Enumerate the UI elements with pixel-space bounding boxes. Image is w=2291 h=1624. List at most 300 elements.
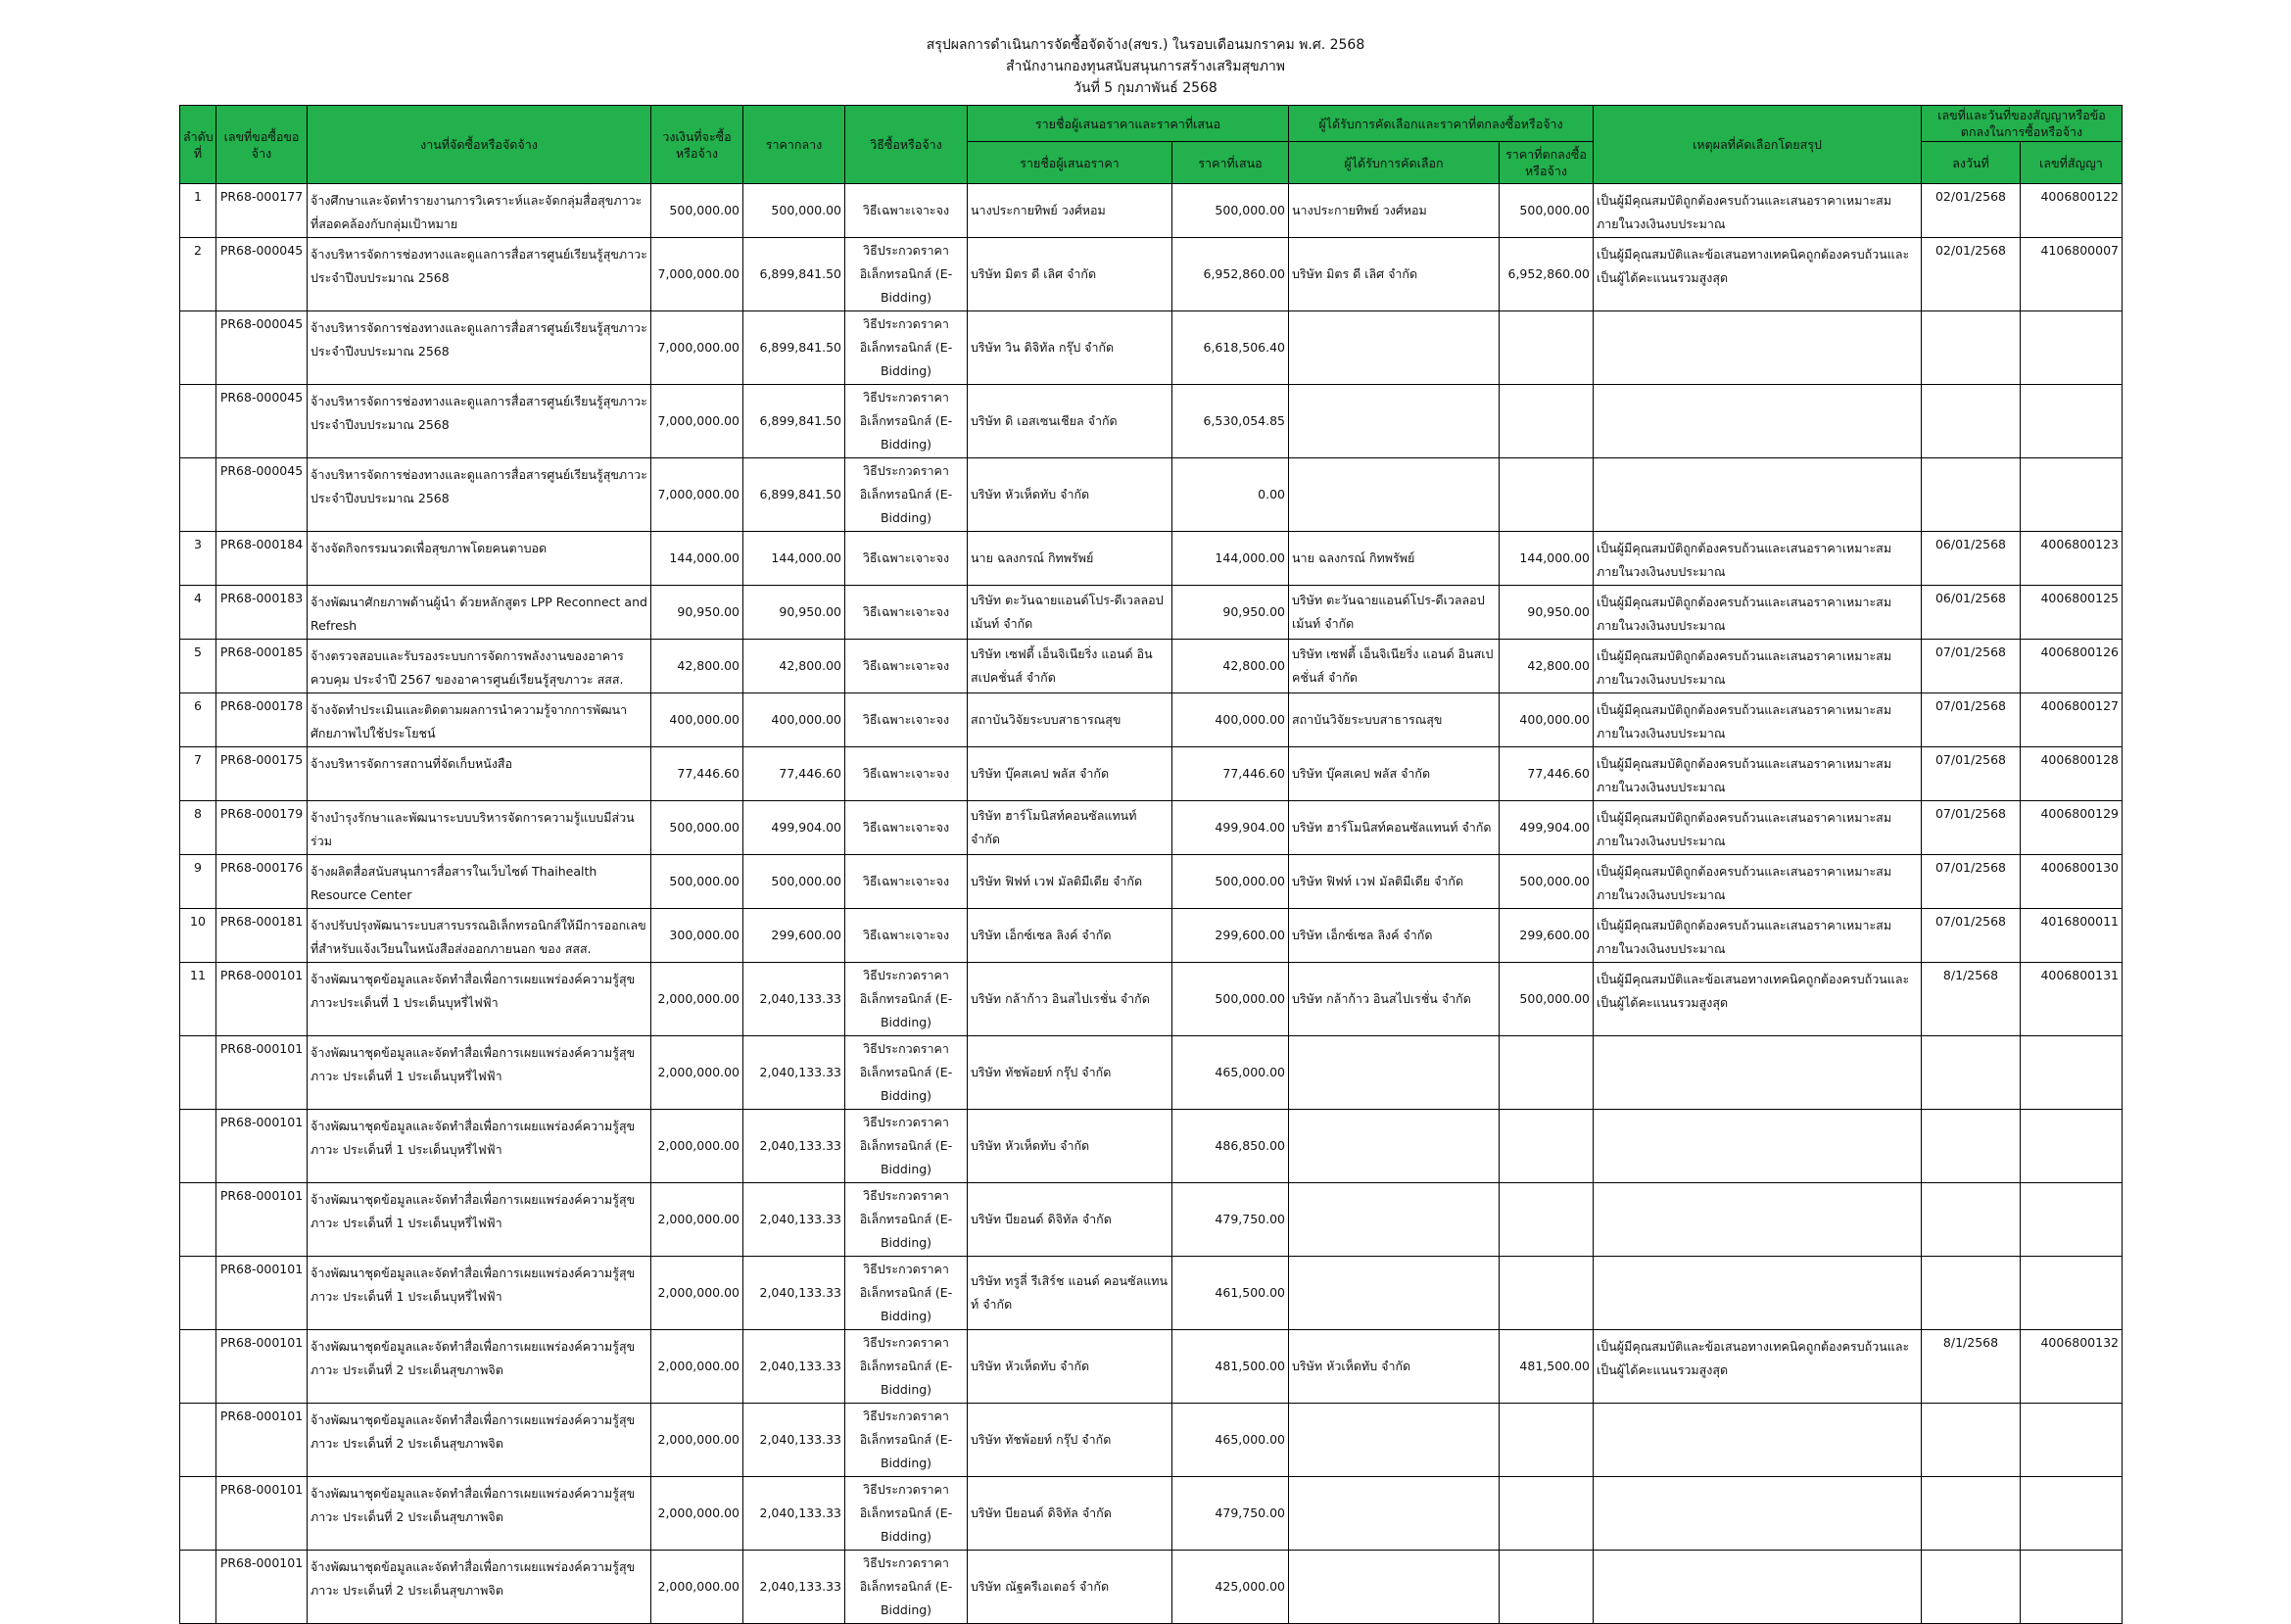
table-row xyxy=(180,1036,2123,1110)
task-description: จ้างปรับปรุงพัฒนาระบบสารบรรณอิเล็กทรอนิกส์ให้มีการออกเลขที่สำหรับแจ้งเวียนในหนังสือส่งออกภายนอก ของ สสส. xyxy=(308,909,651,963)
task-description: จ้างพัฒนาชุดข้อมูลและจัดทำสื่อเพื่อการเผยแพร่องค์ความรู้สุขภาวะ ประเด็นที่ 2 ประเด็นสุขภาพจิต xyxy=(308,1404,651,1477)
median-price: 2,040,133.33 xyxy=(743,963,845,1036)
table-row xyxy=(180,693,2123,747)
median-price: 499,904.00 xyxy=(743,801,845,855)
task-description: จ้างบริหารจัดการสถานที่จัดเก็บหนังสือ xyxy=(308,747,651,801)
contract-number xyxy=(2021,1036,2123,1110)
median-price: 2,040,133.33 xyxy=(743,1183,845,1257)
median-price: 6,899,841.50 xyxy=(743,238,845,311)
bidder-name: บริษัท วิน ดิจิทัล กรุ๊ป จำกัด xyxy=(968,311,1172,385)
task-description: จ้างบริหารจัดการช่องทางและดูแลการสื่อสารศูนย์เรียนรู้สุขภาวะ ประจำปีงบประมาณ 2568 xyxy=(308,458,651,532)
winner-name xyxy=(1289,1110,1500,1183)
winner-name xyxy=(1289,1404,1500,1477)
median-price: 400,000.00 xyxy=(743,693,845,747)
table-row xyxy=(180,458,2123,532)
bidder-name: บริษัท เอ็กซ์เซล ลิงค์ จำกัด xyxy=(968,909,1172,963)
bid-price: 42,800.00 xyxy=(1172,640,1289,693)
bid-price: 479,750.00 xyxy=(1172,1477,1289,1551)
row-number: 1 xyxy=(180,184,216,238)
table-row xyxy=(180,1110,2123,1183)
median-price: 77,446.60 xyxy=(743,747,845,801)
task-description: จ้างพัฒนาชุดข้อมูลและจัดทำสื่อเพื่อการเผยแพร่องค์ความรู้สุขภาวะประเด็นที่ 1 ประเด็นบุหรี่ไฟฟ้า xyxy=(308,963,651,1036)
budget-amount: 500,000.00 xyxy=(651,855,743,909)
contract-date: 8/1/2568 xyxy=(1922,1330,2021,1404)
budget-amount: 42,800.00 xyxy=(651,640,743,693)
col-reason-header: เหตุผลที่คัดเลือกโดยสรุป xyxy=(1594,106,1922,184)
task-description: จ้างพัฒนาชุดข้อมูลและจัดทำสื่อเพื่อการเผยแพร่องค์ความรู้สุขภาวะ ประเด็นที่ 2 ประเด็นสุขภาพจิต xyxy=(308,1330,651,1404)
winner-price: 77,446.60 xyxy=(1500,747,1594,801)
selection-reason: เป็นผู้มีคุณสมบัติและข้อเสนอทางเทคนิคถูกต้องครบถ้วนและเป็นผู้ได้คะแนนรวมสูงสุด xyxy=(1594,963,1922,1036)
winner-name: บริษัท เซฟตี้ เอ็นจิเนียริ่ง แอนด์ อินสเปคชั่นส์ จำกัด xyxy=(1289,640,1500,693)
contract-date: 07/01/2568 xyxy=(1922,640,2021,693)
procurement-method: วิธีประกวดราคาอิเล็กทรอนิกส์ (E-Bidding) xyxy=(845,458,968,532)
bidder-name: นาย ฉลงกรณ์ กิทพรัพย์ xyxy=(968,532,1172,586)
selection-reason xyxy=(1594,1477,1922,1551)
budget-amount: 90,950.00 xyxy=(651,586,743,640)
contract-number: 4006800126 xyxy=(2021,640,2123,693)
col-winner-header: ผู้ได้รับการคัดเลือก xyxy=(1289,142,1500,184)
task-description: จ้างผลิตสื่อสนับสนุนการสื่อสารในเว็บไซต์ Thaihealth Resource Center xyxy=(308,855,651,909)
bid-price: 425,000.00 xyxy=(1172,1551,1289,1624)
budget-amount: 300,000.00 xyxy=(651,909,743,963)
col-method-header: วิธีซื้อหรือจ้าง xyxy=(845,106,968,184)
bid-price: 465,000.00 xyxy=(1172,1404,1289,1477)
contract-date: 07/01/2568 xyxy=(1922,693,2021,747)
task-description: จ้างจัดทำประเมินและติดตามผลการนำความรู้จากการพัฒนาศักยภาพไปใช้ประโยชน์ xyxy=(308,693,651,747)
pr-number: PR68-000101 xyxy=(216,1551,308,1624)
contract-date: 06/01/2568 xyxy=(1922,532,2021,586)
contract-date xyxy=(1922,1036,2021,1110)
task-description: จ้างพัฒนาชุดข้อมูลและจัดทำสื่อเพื่อการเผยแพร่องค์ความรู้สุขภาวะ ประเด็นที่ 1 ประเด็นบุหรี่ไฟฟ้า xyxy=(308,1110,651,1183)
bid-price: 499,904.00 xyxy=(1172,801,1289,855)
bidder-name: บริษัท หัวเห็ดทับ จำกัด xyxy=(968,458,1172,532)
bidder-name: บริษัท มิตร ดี เลิศ จำกัด xyxy=(968,238,1172,311)
table-row xyxy=(180,238,2123,311)
winner-name: บริษัท กล้าก้าว อินสไปเรชั่น จำกัด xyxy=(1289,963,1500,1036)
pr-number: PR68-000101 xyxy=(216,1110,308,1183)
selection-reason: เป็นผู้มีคุณสมบัติถูกต้องครบถ้วนและเสนอราคาเหมาะสมภายในวงเงินงบประมาณ xyxy=(1594,909,1922,963)
procurement-method: วิธีประกวดราคาอิเล็กทรอนิกส์ (E-Bidding) xyxy=(845,1110,968,1183)
procurement-method: วิธีเฉพาะเจาะจง xyxy=(845,532,968,586)
winner-name xyxy=(1289,1257,1500,1330)
bidder-name: บริษัท เซฟตี้ เอ็นจิเนียริ่ง แอนด์ อินสเปคชั่นส์ จำกัด xyxy=(968,640,1172,693)
contract-date: 07/01/2568 xyxy=(1922,801,2021,855)
contract-date: 07/01/2568 xyxy=(1922,747,2021,801)
row-number: 6 xyxy=(180,693,216,747)
selection-reason: เป็นผู้มีคุณสมบัติและข้อเสนอทางเทคนิคถูกต้องครบถ้วนและเป็นผู้ได้คะแนนรวมสูงสุด xyxy=(1594,238,1922,311)
contract-number: 4006800129 xyxy=(2021,801,2123,855)
bidder-name: บริษัท ทัชพ้อยท์ กรุ๊ป จำกัด xyxy=(968,1036,1172,1110)
procurement-method: วิธีประกวดราคาอิเล็กทรอนิกส์ (E-Bidding) xyxy=(845,311,968,385)
row-number: 9 xyxy=(180,855,216,909)
row-number xyxy=(180,1551,216,1624)
budget-amount: 500,000.00 xyxy=(651,184,743,238)
bidder-name: บริษัท ฮาร์โมนิสท์คอนซัลแทนท์ จำกัด xyxy=(968,801,1172,855)
contract-date xyxy=(1922,385,2021,458)
bid-price: 486,850.00 xyxy=(1172,1110,1289,1183)
bid-price: 500,000.00 xyxy=(1172,855,1289,909)
bid-price: 400,000.00 xyxy=(1172,693,1289,747)
bidder-name: บริษัท ตะวันฉายแอนด์โปร-ดีเวลลอปเม้นท์ จำกัด xyxy=(968,586,1172,640)
pr-number: PR68-000181 xyxy=(216,909,308,963)
contract-number: 4106800007 xyxy=(2021,238,2123,311)
bidder-name: สถาบันวิจัยระบบสาธารณสุข xyxy=(968,693,1172,747)
winner-price xyxy=(1500,1110,1594,1183)
median-price: 90,950.00 xyxy=(743,586,845,640)
task-description: จ้างบริหารจัดการช่องทางและดูแลการสื่อสารศูนย์เรียนรู้สุขภาวะ ประจำปีงบประมาณ 2568 xyxy=(308,385,651,458)
winner-name: บริษัท ฮาร์โมนิสท์คอนซัลแทนท์ จำกัด xyxy=(1289,801,1500,855)
col-no-header: ลำดับที่ xyxy=(180,106,216,184)
contract-date xyxy=(1922,1110,2021,1183)
col-task-header: งานที่จัดซื้อหรือจัดจ้าง xyxy=(308,106,651,184)
contract-date xyxy=(1922,1477,2021,1551)
winner-name xyxy=(1289,385,1500,458)
median-price: 500,000.00 xyxy=(743,855,845,909)
contract-number: 4006800122 xyxy=(2021,184,2123,238)
procurement-method: วิธีเฉพาะเจาะจง xyxy=(845,586,968,640)
winner-name: บริษัท หัวเห็ดทับ จำกัด xyxy=(1289,1330,1500,1404)
selection-reason: เป็นผู้มีคุณสมบัติถูกต้องครบถ้วนและเสนอราคาเหมาะสมภายในวงเงินงบประมาณ xyxy=(1594,855,1922,909)
pr-number: PR68-000179 xyxy=(216,801,308,855)
pr-number: PR68-000101 xyxy=(216,1036,308,1110)
winner-name xyxy=(1289,1551,1500,1624)
contract-number xyxy=(2021,1551,2123,1624)
pr-number: PR68-000183 xyxy=(216,586,308,640)
median-price: 2,040,133.33 xyxy=(743,1036,845,1110)
winner-name: บริษัท ตะวันฉายแอนด์โปร-ดีเวลลอปเม้นท์ จำกัด xyxy=(1289,586,1500,640)
winner-price xyxy=(1500,311,1594,385)
winner-price: 500,000.00 xyxy=(1500,184,1594,238)
contract-number xyxy=(2021,1477,2123,1551)
bidder-name: บริษัท หัวเห็ดทับ จำกัด xyxy=(968,1330,1172,1404)
pr-number: PR68-000184 xyxy=(216,532,308,586)
col-contract-header: เลขที่สัญญา xyxy=(2021,142,2123,184)
bid-price: 6,530,054.85 xyxy=(1172,385,1289,458)
budget-amount: 400,000.00 xyxy=(651,693,743,747)
median-price: 6,899,841.50 xyxy=(743,458,845,532)
procurement-method: วิธีเฉพาะเจาะจง xyxy=(845,640,968,693)
winner-name xyxy=(1289,311,1500,385)
median-price: 2,040,133.33 xyxy=(743,1551,845,1624)
task-description: จ้างพัฒนาชุดข้อมูลและจัดทำสื่อเพื่อการเผยแพร่องค์ความรู้สุขภาวะ ประเด็นที่ 1 ประเด็นบุหรี่ไฟฟ้า xyxy=(308,1257,651,1330)
pr-number: PR68-000178 xyxy=(216,693,308,747)
contract-number xyxy=(2021,1404,2123,1477)
table-row xyxy=(180,1551,2123,1624)
median-price: 144,000.00 xyxy=(743,532,845,586)
bid-price: 6,618,506.40 xyxy=(1172,311,1289,385)
row-number: 3 xyxy=(180,532,216,586)
bidders-group-header: รายชื่อผู้เสนอราคาและราคาที่เสนอ xyxy=(968,106,1289,142)
procurement-method: วิธีประกวดราคาอิเล็กทรอนิกส์ (E-Bidding) xyxy=(845,963,968,1036)
winner-price: 500,000.00 xyxy=(1500,855,1594,909)
contract-date: 02/01/2568 xyxy=(1922,238,2021,311)
procurement-method: วิธีประกวดราคาอิเล็กทรอนิกส์ (E-Bidding) xyxy=(845,1330,968,1404)
selection-reason xyxy=(1594,385,1922,458)
winner-name: นางประกายทิพย์ วงศ์หอม xyxy=(1289,184,1500,238)
selection-reason xyxy=(1594,1110,1922,1183)
contract-number: 4006800125 xyxy=(2021,586,2123,640)
procurement-method: วิธีประกวดราคาอิเล็กทรอนิกส์ (E-Bidding) xyxy=(845,238,968,311)
col-budget-header: วงเงินที่จะซื้อหรือจ้าง xyxy=(651,106,743,184)
row-number xyxy=(180,1257,216,1330)
selection-reason: เป็นผู้มีคุณสมบัติและข้อเสนอทางเทคนิคถูกต้องครบถ้วนและเป็นผู้ได้คะแนนรวมสูงสุด xyxy=(1594,1330,1922,1404)
selection-reason: เป็นผู้มีคุณสมบัติถูกต้องครบถ้วนและเสนอราคาเหมาะสมภายในวงเงินงบประมาณ xyxy=(1594,747,1922,801)
task-description: จ้างพัฒนาชุดข้อมูลและจัดทำสื่อเพื่อการเผยแพร่องค์ความรู้สุขภาวะ ประเด็นที่ 1 ประเด็นบุหรี่ไฟฟ้า xyxy=(308,1183,651,1257)
budget-amount: 2,000,000.00 xyxy=(651,1036,743,1110)
median-price: 2,040,133.33 xyxy=(743,1330,845,1404)
bid-price: 500,000.00 xyxy=(1172,184,1289,238)
contract-date: 06/01/2568 xyxy=(1922,586,2021,640)
task-description: จ้างพัฒนาชุดข้อมูลและจัดทำสื่อเพื่อการเผยแพร่องค์ความรู้สุขภาวะ ประเด็นที่ 1 ประเด็นบุหรี่ไฟฟ้า xyxy=(308,1036,651,1110)
winner-price xyxy=(1500,1183,1594,1257)
pr-number: PR68-000101 xyxy=(216,1183,308,1257)
task-description: จ้างศึกษาและจัดทำรายงานการวิเคราะห์และจัดกลุ่มสื่อสุขภาวะที่สอดคล้องกับกลุ่มเป้าหมาย xyxy=(308,184,651,238)
contract-date: 07/01/2568 xyxy=(1922,855,2021,909)
winner-price: 481,500.00 xyxy=(1500,1330,1594,1404)
contract-number: 4006800130 xyxy=(2021,855,2123,909)
bidder-name: บริษัท ทัชพ้อยท์ กรุ๊ป จำกัด xyxy=(968,1404,1172,1477)
bidder-name: บริษัท ฟิฟท์ เวฟ มัลติมีเดีย จำกัด xyxy=(968,855,1172,909)
winner-price xyxy=(1500,458,1594,532)
budget-amount: 2,000,000.00 xyxy=(651,1477,743,1551)
winner-price xyxy=(1500,1257,1594,1330)
bid-price: 90,950.00 xyxy=(1172,586,1289,640)
task-description: จ้างพัฒนาชุดข้อมูลและจัดทำสื่อเพื่อการเผยแพร่องค์ความรู้สุขภาวะ ประเด็นที่ 2 ประเด็นสุขภาพจิต xyxy=(308,1551,651,1624)
table-row xyxy=(180,640,2123,693)
budget-amount: 2,000,000.00 xyxy=(651,1257,743,1330)
contract-number xyxy=(2021,385,2123,458)
task-description: จ้างบริหารจัดการช่องทางและดูแลการสื่อสารศูนย์เรียนรู้สุขภาวะ ประจำปีงบประมาณ 2568 xyxy=(308,238,651,311)
procurement-method: วิธีประกวดราคาอิเล็กทรอนิกส์ (E-Bidding) xyxy=(845,1183,968,1257)
selection-reason: เป็นผู้มีคุณสมบัติถูกต้องครบถ้วนและเสนอราคาเหมาะสมภายในวงเงินงบประมาณ xyxy=(1594,640,1922,693)
bid-price: 299,600.00 xyxy=(1172,909,1289,963)
median-price: 42,800.00 xyxy=(743,640,845,693)
winner-price xyxy=(1500,1036,1594,1110)
pr-number: PR68-000101 xyxy=(216,1257,308,1330)
bidder-name: บริษัท บียอนด์ ดิจิทัล จำกัด xyxy=(968,1183,1172,1257)
procurement-table xyxy=(179,105,2123,1624)
procurement-method: วิธีเฉพาะเจาะจง xyxy=(845,693,968,747)
pr-number: PR68-000045 xyxy=(216,385,308,458)
table-body xyxy=(180,184,2123,1624)
bidder-name: บริษัท บุ๊คสเคป พลัส จำกัด xyxy=(968,747,1172,801)
pr-number: PR68-000177 xyxy=(216,184,308,238)
budget-amount: 2,000,000.00 xyxy=(651,1404,743,1477)
col-winner-price-header: ราคาที่ตกลงซื้อหรือจ้าง xyxy=(1500,142,1594,184)
table-row xyxy=(180,311,2123,385)
table-row xyxy=(180,909,2123,963)
procurement-method: วิธีเฉพาะเจาะจง xyxy=(845,801,968,855)
row-number xyxy=(180,1404,216,1477)
table-row xyxy=(180,1183,2123,1257)
table-row xyxy=(180,855,2123,909)
pr-number: PR68-000101 xyxy=(216,1477,308,1551)
median-price: 299,600.00 xyxy=(743,909,845,963)
winner-name: นาย ฉลงกรณ์ กิทพรัพย์ xyxy=(1289,532,1500,586)
pr-number: PR68-000101 xyxy=(216,1330,308,1404)
winner-price: 42,800.00 xyxy=(1500,640,1594,693)
bid-price: 77,446.60 xyxy=(1172,747,1289,801)
procurement-method: วิธีประกวดราคาอิเล็กทรอนิกส์ (E-Bidding) xyxy=(845,1257,968,1330)
bidder-name: นางประกายทิพย์ วงศ์หอม xyxy=(968,184,1172,238)
selection-reason xyxy=(1594,458,1922,532)
bid-price: 465,000.00 xyxy=(1172,1036,1289,1110)
table-row xyxy=(180,1404,2123,1477)
winner-price xyxy=(1500,385,1594,458)
bidder-name: บริษัท ณัฐครีเอเตอร์ จำกัด xyxy=(968,1551,1172,1624)
procurement-method: วิธีเฉพาะเจาะจง xyxy=(845,184,968,238)
row-number xyxy=(180,1183,216,1257)
pr-number: PR68-000045 xyxy=(216,238,308,311)
table-row xyxy=(180,586,2123,640)
winner-price xyxy=(1500,1477,1594,1551)
row-number: 2 xyxy=(180,238,216,311)
bid-price: 500,000.00 xyxy=(1172,963,1289,1036)
winner-price: 499,904.00 xyxy=(1500,801,1594,855)
task-description: จ้างตรวจสอบและรับรองระบบการจัดการพลังงานของอาคารควบคุม ประจำปี 2567 ของอาคารศูนย์เรียนรู้สุขภาวะ สสส. xyxy=(308,640,651,693)
row-number: 7 xyxy=(180,747,216,801)
bid-price: 481,500.00 xyxy=(1172,1330,1289,1404)
table-row xyxy=(180,1477,2123,1551)
contract-number: 4006800127 xyxy=(2021,693,2123,747)
winner-name: บริษัท ฟิฟท์ เวฟ มัลติมีเดีย จำกัด xyxy=(1289,855,1500,909)
contract-number: 4016800011 xyxy=(2021,909,2123,963)
bidder-name: บริษัท กล้าก้าว อินสไปเรชั่น จำกัด xyxy=(968,963,1172,1036)
pr-number: PR68-000101 xyxy=(216,1404,308,1477)
budget-amount: 7,000,000.00 xyxy=(651,458,743,532)
bid-price: 479,750.00 xyxy=(1172,1183,1289,1257)
task-description: จ้างบำรุงรักษาและพัฒนาระบบบริหารจัดการความรู้แบบมีส่วนร่วม xyxy=(308,801,651,855)
winner-price xyxy=(1500,1404,1594,1477)
pr-number: PR68-000176 xyxy=(216,855,308,909)
organization-name: สำนักงานกองทุนสนับสนุนการสร้างเสริมสุขภาพ xyxy=(1005,59,1286,74)
selection-reason xyxy=(1594,1404,1922,1477)
col-pr-header: เลขที่ขอซื้อขอจ้าง xyxy=(216,106,308,184)
winner-price: 6,952,860.00 xyxy=(1500,238,1594,311)
report-title: สรุปผลการดำเนินการจัดซื้อจัดจ้าง(สขร.) ในรอบเดือนมกราคม พ.ศ. 2568 xyxy=(926,37,1365,53)
budget-amount: 2,000,000.00 xyxy=(651,1110,743,1183)
budget-amount: 500,000.00 xyxy=(651,801,743,855)
table-row xyxy=(180,801,2123,855)
median-price: 2,040,133.33 xyxy=(743,1477,845,1551)
winner-name: บริษัท เอ็กซ์เซล ลิงค์ จำกัด xyxy=(1289,909,1500,963)
budget-amount: 144,000.00 xyxy=(651,532,743,586)
contract-number: 4006800132 xyxy=(2021,1330,2123,1404)
contract-date xyxy=(1922,311,2021,385)
table-row xyxy=(180,1330,2123,1404)
winner-price: 144,000.00 xyxy=(1500,532,1594,586)
procurement-method: วิธีเฉพาะเจาะจง xyxy=(845,747,968,801)
median-price: 2,040,133.33 xyxy=(743,1110,845,1183)
contract-number xyxy=(2021,458,2123,532)
selection-reason xyxy=(1594,1551,1922,1624)
contract-number xyxy=(2021,1183,2123,1257)
budget-amount: 77,446.60 xyxy=(651,747,743,801)
budget-amount: 7,000,000.00 xyxy=(651,238,743,311)
median-price: 2,040,133.33 xyxy=(743,1404,845,1477)
bid-price: 0.00 xyxy=(1172,458,1289,532)
report-date: วันที่ 5 กุมภาพันธ์ 2568 xyxy=(1074,80,1217,96)
selection-reason xyxy=(1594,1036,1922,1110)
contract-date: 02/01/2568 xyxy=(1922,184,2021,238)
selection-reason: เป็นผู้มีคุณสมบัติถูกต้องครบถ้วนและเสนอราคาเหมาะสมภายในวงเงินงบประมาณ xyxy=(1594,586,1922,640)
winner-name: บริษัท บุ๊คสเคป พลัส จำกัด xyxy=(1289,747,1500,801)
winner-name: สถาบันวิจัยระบบสาธารณสุข xyxy=(1289,693,1500,747)
table-row xyxy=(180,385,2123,458)
col-median-header: ราคากลาง xyxy=(743,106,845,184)
procurement-method: วิธีประกวดราคาอิเล็กทรอนิกส์ (E-Bidding) xyxy=(845,1404,968,1477)
table-row xyxy=(180,1257,2123,1330)
row-number xyxy=(180,1477,216,1551)
contract-number: 4006800128 xyxy=(2021,747,2123,801)
procurement-method: วิธีเฉพาะเจาะจง xyxy=(845,855,968,909)
row-number xyxy=(180,385,216,458)
selection-reason: เป็นผู้มีคุณสมบัติถูกต้องครบถ้วนและเสนอราคาเหมาะสมภายในวงเงินงบประมาณ xyxy=(1594,693,1922,747)
table-row xyxy=(180,963,2123,1036)
row-number: 8 xyxy=(180,801,216,855)
row-number: 5 xyxy=(180,640,216,693)
pr-number: PR68-000045 xyxy=(216,458,308,532)
table-row xyxy=(180,532,2123,586)
winner-name xyxy=(1289,458,1500,532)
table-row xyxy=(180,747,2123,801)
row-number xyxy=(180,458,216,532)
row-number xyxy=(180,1330,216,1404)
winner-price: 299,600.00 xyxy=(1500,909,1594,963)
procurement-method: วิธีเฉพาะเจาะจง xyxy=(845,909,968,963)
col-bidder-header: รายชื่อผู้เสนอราคา xyxy=(968,142,1172,184)
budget-amount: 7,000,000.00 xyxy=(651,311,743,385)
contract-number xyxy=(2021,1257,2123,1330)
row-number: 10 xyxy=(180,909,216,963)
budget-amount: 2,000,000.00 xyxy=(651,963,743,1036)
contract-date: 8/1/2568 xyxy=(1922,963,2021,1036)
budget-amount: 2,000,000.00 xyxy=(651,1330,743,1404)
median-price: 2,040,133.33 xyxy=(743,1257,845,1330)
contract-date xyxy=(1922,1183,2021,1257)
procurement-method: วิธีประกวดราคาอิเล็กทรอนิกส์ (E-Bidding) xyxy=(845,1036,968,1110)
contract-number xyxy=(2021,311,2123,385)
winner-name xyxy=(1289,1036,1500,1110)
row-number xyxy=(180,311,216,385)
row-number: 4 xyxy=(180,586,216,640)
pr-number: PR68-000185 xyxy=(216,640,308,693)
row-number xyxy=(180,1036,216,1110)
contract-date: 07/01/2568 xyxy=(1922,909,2021,963)
winner-name xyxy=(1289,1183,1500,1257)
selection-reason: เป็นผู้มีคุณสมบัติถูกต้องครบถ้วนและเสนอราคาเหมาะสมภายในวงเงินงบประมาณ xyxy=(1594,184,1922,238)
budget-amount: 7,000,000.00 xyxy=(651,385,743,458)
budget-amount: 2,000,000.00 xyxy=(651,1183,743,1257)
selection-reason: เป็นผู้มีคุณสมบัติถูกต้องครบถ้วนและเสนอราคาเหมาะสมภายในวงเงินงบประมาณ xyxy=(1594,801,1922,855)
winner-price xyxy=(1500,1551,1594,1624)
row-number: 11 xyxy=(180,963,216,1036)
contract-number: 4006800131 xyxy=(2021,963,2123,1036)
pr-number: PR68-000101 xyxy=(216,963,308,1036)
contract-number: 4006800123 xyxy=(2021,532,2123,586)
contract-date xyxy=(1922,1257,2021,1330)
task-description: จ้างพัฒนาศักยภาพด้านผู้นำ ด้วยหลักสูตร LPP Reconnect and Refresh xyxy=(308,586,651,640)
winner-price: 400,000.00 xyxy=(1500,693,1594,747)
winner-group-header: ผู้ได้รับการคัดเลือกและราคาที่ตกลงซื้อหรือจ้าง xyxy=(1289,106,1594,142)
row-number xyxy=(180,1110,216,1183)
median-price: 6,899,841.50 xyxy=(743,311,845,385)
contract-date xyxy=(1922,458,2021,532)
bidder-name: บริษัท ดิ เอสเซนเชียล จำกัด xyxy=(968,385,1172,458)
procurement-method: วิธีประกวดราคาอิเล็กทรอนิกส์ (E-Bidding) xyxy=(845,385,968,458)
pr-number: PR68-000045 xyxy=(216,311,308,385)
task-description: จ้างพัฒนาชุดข้อมูลและจัดทำสื่อเพื่อการเผยแพร่องค์ความรู้สุขภาวะ ประเด็นที่ 2 ประเด็นสุขภาพจิต xyxy=(308,1477,651,1551)
